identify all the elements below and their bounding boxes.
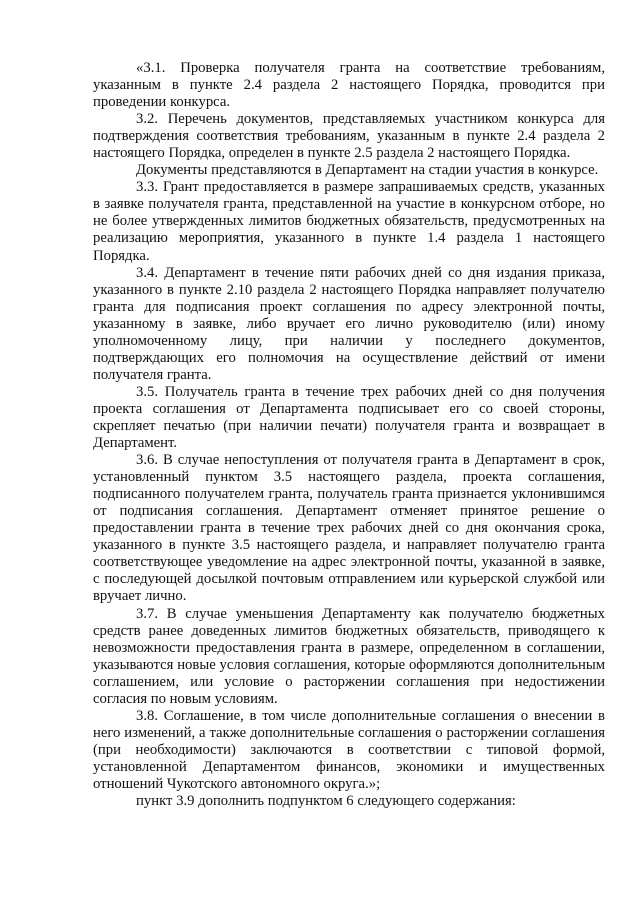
paragraph-documents: Документы представляются в Департамент на стадии участия в конкурсе.	[136, 162, 599, 179]
paragraph-3-9-intro: пункт 3.9 дополнить подпунктом 6 следующего содержания:	[136, 793, 516, 810]
paragraph-3-7: 3.7. В случае уменьшения Департаменту как получателю бюджетных средств ранее доведенных лимитов бюджетных обязательств, приводящего к невозможности предоставления гранта в размере, определенном в соглашении, указываются новые условия соглашения, которые оформляются дополнительным соглашением, или условие о расторжении соглашения при недостижении согласия по новым условиям.	[93, 605, 605, 707]
document-page	[93, 60, 605, 810]
paragraph-3-8: 3.8. Соглашение, в том числе дополнительные соглашения о внесении в него изменений, а также дополнительные соглашения о расторжении соглашения (при необходимости) заключаются в соответствии с типовой формой, установленной Департаментом финансов, экономики и имущественных отношений Чукотского автономного округа.»;	[93, 707, 605, 792]
paragraph-3-5: 3.5. Получатель гранта в течение трех рабочих дней со дня получения проекта соглашения от Департамента подписывает его со своей стороны, скрепляет печатью (при наличии печати) получателя гранта и возвращает в Департамент.	[93, 383, 605, 452]
paragraph-3-2: 3.2. Перечень документов, представляемых участником конкурса для подтверждения соответствия требованиям, указанным в пункте 2.4 раздела 2 настоящего Порядка, определен в пункте 2.5 раздела 2 настоящего Порядка.	[93, 111, 605, 162]
paragraph-3-4: 3.4. Департамент в течение пяти рабочих дней со дня издания приказа, указанного в пункте 2.10 раздела 2 настоящего Порядка направляет получателю гранта для подписания проект соглашения по адресу электронной почты, указанному в заявке, либо вручает его лично руководителю (или) иному уполномоченному лицу, при наличии у последнего документов, подтверждающих его полномочия на осуществление действий от имени получателя гранта.	[93, 264, 605, 383]
paragraph-3-1: «3.1. Проверка получателя гранта на соответствие требованиям, указанным в пункте 2.4 раздела 2 настоящего Порядка, проводится при проведении конкурса.	[93, 60, 605, 111]
paragraph-3-6: 3.6. В случае непоступления от получателя гранта в Департамент в срок, установленный пунктом 3.5 настоящего раздела, проекта соглашения, подписанного получателем гранта, получатель гранта признается уклонившимся от подписания соглашения. Департамент отменяет принятое решение о предоставлении гранта в течение трех рабочих дней со дня окончания срока, указанного в пункте 3.5 настоящего раздела, и направляет получателю гранта соответствующее уведомление на адрес электронной почты, указанной в заявке, с последующей досылкой почтовым отправлением или курьерской службой или вручает лично.	[93, 452, 605, 605]
paragraph-3-3: 3.3. Грант предоставляется в размере запрашиваемых средств, указанных в заявке получателя гранта, представленной на участие в конкурсном отборе, но не более утвержденных лимитов бюджетных обязательств, предусмотренных на реализацию мероприятия, указанного в пункте 1.4 раздела 1 настоящего Порядка.	[93, 179, 605, 264]
